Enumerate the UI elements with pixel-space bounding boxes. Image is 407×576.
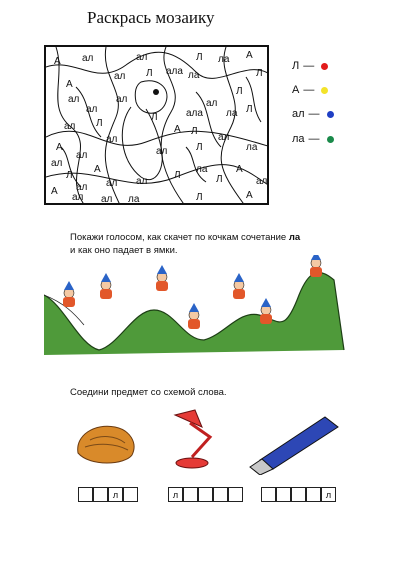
mosaic-syllable: Л: [196, 52, 203, 63]
instruction-singing: [70, 231, 300, 257]
mosaic-syllable: ла: [218, 54, 230, 65]
mosaic-syllable: Л: [236, 86, 243, 97]
legend-dash: —: [303, 84, 315, 96]
scheme-cell[interactable]: [78, 487, 93, 502]
instruction-bold-syllable: ла: [288, 232, 301, 243]
mosaic-syllable: ла: [188, 70, 200, 81]
word-scheme-3[interactable]: [261, 487, 336, 502]
mosaic-picture: [44, 45, 269, 205]
mosaic-syllable: Л: [216, 174, 223, 185]
gnome-figures: [63, 255, 322, 329]
mosaic-syllable: Л: [174, 170, 181, 181]
mosaic-syllable: А: [94, 164, 101, 175]
cutter-knife-picture: [250, 417, 338, 475]
mosaic-syllable: ал: [101, 194, 113, 205]
mosaic-syllable: Л: [196, 142, 203, 153]
mosaic-syllable: ал: [68, 94, 80, 105]
scheme-cell[interactable]: [228, 487, 243, 502]
mosaic-syllable: ал: [156, 146, 168, 157]
mosaic-syllable: ла: [196, 164, 208, 175]
scheme-cell[interactable]: л: [321, 487, 336, 502]
mosaic-syllable: ла: [226, 108, 238, 119]
mosaic-syllable: ал: [51, 158, 63, 169]
mosaic-syllable: ал: [218, 132, 230, 143]
scheme-cell[interactable]: [291, 487, 306, 502]
mosaic-syllable: ал: [106, 178, 118, 189]
mosaic-syllable: ал: [106, 134, 118, 145]
mosaic-syllable: ала: [186, 108, 203, 119]
scheme-cell[interactable]: [123, 487, 138, 502]
mosaic-syllable: ал: [82, 53, 94, 64]
mosaic-syllable: ал: [64, 121, 76, 132]
mosaic-syllable: ал: [116, 94, 128, 105]
scheme-cell[interactable]: [276, 487, 291, 502]
mosaic-syllable: Л: [196, 192, 203, 203]
scheme-cell[interactable]: [198, 487, 213, 502]
lamp-picture: [175, 410, 210, 468]
instruction-connect: Соедини предмет со схемой слова.: [70, 387, 227, 398]
mosaic-syllable: ал: [136, 176, 148, 187]
hills-scene-illustration: [44, 255, 349, 360]
scheme-cell[interactable]: л: [108, 487, 123, 502]
legend-dash: —: [308, 108, 320, 120]
legend-dash: —: [303, 60, 315, 72]
mosaic-syllable: ал: [86, 104, 98, 115]
mosaic-syllable: ла: [128, 194, 140, 205]
mosaic-syllable: Л: [256, 68, 263, 79]
legend-syllable: Л: [292, 60, 300, 72]
mosaic-syllable: А: [246, 50, 253, 61]
mosaic-syllable: ал: [72, 192, 84, 203]
word-scheme-2[interactable]: [168, 487, 243, 502]
scheme-cell[interactable]: [306, 487, 321, 502]
legend-syllable: ла: [292, 133, 305, 145]
instruction-line2: и как оно падает в ямки.: [70, 245, 178, 256]
mosaic-syllable: А: [54, 56, 61, 67]
scheme-cell[interactable]: [261, 487, 276, 502]
mosaic-syllable: ал: [114, 71, 126, 82]
mosaic-syllable: А: [51, 186, 58, 197]
scheme-cell[interactable]: [93, 487, 108, 502]
mosaic-syllable: А: [246, 190, 253, 201]
legend-row: [292, 108, 334, 120]
mosaic-syllable: ла: [246, 142, 258, 153]
color-dot-icon: [321, 63, 328, 70]
mosaic-syllable: А: [66, 79, 73, 90]
instruction-line1: Покажи голосом, как скачет по кочкам сочетание: [70, 232, 287, 243]
legend-row: [292, 60, 328, 72]
scheme-cell[interactable]: [213, 487, 228, 502]
mosaic-syllable: Л: [246, 104, 253, 115]
objects-row: [70, 405, 350, 475]
mosaic-syllable: ал: [256, 176, 268, 187]
mosaic-syllable: ал: [76, 150, 88, 161]
legend-syllable: ал: [292, 108, 305, 120]
mosaic-syllable: А: [236, 164, 243, 175]
mosaic-syllable: Л: [96, 118, 103, 129]
mosaic-syllable: ала: [166, 66, 183, 77]
page-title: Раскрась мозаику: [87, 8, 215, 27]
mosaic-syllable: ал: [136, 52, 148, 63]
word-scheme-1[interactable]: [78, 487, 138, 502]
mosaic-syllable: ал: [76, 182, 88, 193]
scheme-cell[interactable]: [183, 487, 198, 502]
mosaic-syllable: Л: [66, 170, 73, 181]
pie-picture: [78, 426, 134, 463]
legend-row: [292, 133, 334, 145]
mosaic-syllable: А: [56, 142, 63, 153]
color-dot-icon: [327, 111, 334, 118]
mosaic-syllable: А: [174, 124, 181, 135]
mosaic-syllable: Л: [146, 68, 153, 79]
mosaic-syllable: ал: [206, 98, 218, 109]
legend-dash: —: [308, 133, 320, 145]
mosaic-syllable: Л: [191, 126, 198, 137]
legend-row: [292, 84, 328, 96]
scheme-cell[interactable]: л: [168, 487, 183, 502]
legend-syllable: А: [292, 84, 300, 96]
color-dot-icon: [327, 136, 334, 143]
mosaic-syllable: Л: [151, 112, 158, 123]
color-dot-icon: [321, 87, 328, 94]
